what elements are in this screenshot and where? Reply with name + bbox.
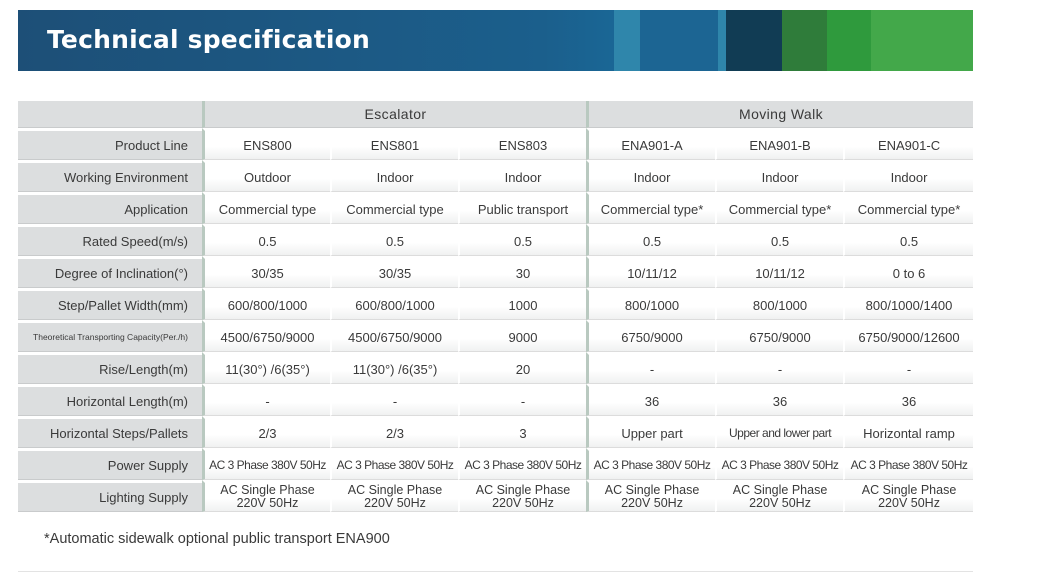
- table-cell: 20: [458, 352, 586, 384]
- row-label: Lighting Supply: [18, 480, 202, 512]
- table-row: [18, 160, 973, 192]
- table-cell: 36: [586, 384, 715, 416]
- table-cell: Commercial type: [202, 192, 330, 224]
- table-cell: 0.5: [330, 224, 458, 256]
- table-cell: Commercial type*: [715, 192, 843, 224]
- banner-stripe-dark-green: [782, 10, 827, 71]
- table-cell: 10/11/12: [586, 256, 715, 288]
- row-label: Step/Pallet Width(mm): [18, 288, 202, 320]
- table-cell: 0.5: [715, 224, 843, 256]
- table-cell: AC Single Phase 220V 50Hz: [458, 480, 586, 512]
- row-label: Product Line: [18, 128, 202, 160]
- table-cell: 1000: [458, 288, 586, 320]
- table-cell: ENS801: [330, 128, 458, 160]
- table-cell: 30/35: [330, 256, 458, 288]
- table-cell: -: [715, 352, 843, 384]
- table-cell: 800/1000: [715, 288, 843, 320]
- table-cell: ENS800: [202, 128, 330, 160]
- table-cell: 6750/9000/12600: [843, 320, 973, 352]
- footnote: *Automatic sidewalk optional public transport ENA900: [44, 531, 390, 547]
- table-cell: Public transport: [458, 192, 586, 224]
- table-cell: 800/1000: [586, 288, 715, 320]
- table-cell: AC 3 Phase 380V 50Hz: [843, 448, 973, 480]
- table-row: [18, 416, 973, 448]
- table-cell: AC 3 Phase 380V 50Hz: [330, 448, 458, 480]
- table-cell: AC Single Phase 220V 50Hz: [202, 480, 330, 512]
- table-cell: -: [202, 384, 330, 416]
- table-cell: Indoor: [843, 160, 973, 192]
- banner-stripe-thin: [718, 10, 726, 71]
- table-cell: 11(30°) /6(35°): [202, 352, 330, 384]
- spec-table: [18, 101, 973, 512]
- table-cell: AC Single Phase 220V 50Hz: [586, 480, 715, 512]
- table-row: [18, 384, 973, 416]
- banner-stripe-dark-teal: [726, 10, 782, 71]
- table-row: [18, 480, 973, 512]
- table-cell: AC 3 Phase 380V 50Hz: [715, 448, 843, 480]
- table-cell: AC 3 Phase 380V 50Hz: [202, 448, 330, 480]
- table-cell: Commercial type*: [586, 192, 715, 224]
- table-row: [18, 192, 973, 224]
- table-cell: ENA901-B: [715, 128, 843, 160]
- table-cell: 6750/9000: [586, 320, 715, 352]
- table-cell: Upper and lower part: [715, 416, 843, 448]
- page-title: Technical specification: [47, 25, 370, 54]
- table-cell: Indoor: [586, 160, 715, 192]
- group-header-escalator: Escalator: [202, 101, 586, 128]
- table-cell: 10/11/12: [715, 256, 843, 288]
- table-cell: Indoor: [458, 160, 586, 192]
- table-cell: 9000: [458, 320, 586, 352]
- table-cell: ENA901-C: [843, 128, 973, 160]
- table-cell: Indoor: [715, 160, 843, 192]
- table-row: [18, 224, 973, 256]
- group-header-row: [18, 101, 973, 128]
- banner-stripe-bright-green: [871, 10, 973, 71]
- table-cell: -: [843, 352, 973, 384]
- table-cell: 0.5: [458, 224, 586, 256]
- table-cell: 4500/6750/9000: [202, 320, 330, 352]
- table-cell: Outdoor: [202, 160, 330, 192]
- row-label: Power Supply: [18, 448, 202, 480]
- table-cell: 0 to 6: [843, 256, 973, 288]
- table-cell: Indoor: [330, 160, 458, 192]
- table-cell: 800/1000/1400: [843, 288, 973, 320]
- table-cell: 2/3: [202, 416, 330, 448]
- table-cell: -: [330, 384, 458, 416]
- table-cell: 600/800/1000: [330, 288, 458, 320]
- table-row: [18, 256, 973, 288]
- table-cell: -: [586, 352, 715, 384]
- banner-stripe-light-blue: [614, 10, 640, 71]
- table-row: [18, 320, 973, 352]
- table-cell: 6750/9000: [715, 320, 843, 352]
- table-row: [18, 448, 973, 480]
- table-row: [18, 128, 973, 160]
- table-cell: ENS803: [458, 128, 586, 160]
- table-cell: AC 3 Phase 380V 50Hz: [586, 448, 715, 480]
- table-cell: 0.5: [202, 224, 330, 256]
- table-cell: Horizontal ramp: [843, 416, 973, 448]
- table-cell: 0.5: [843, 224, 973, 256]
- table-cell: 36: [715, 384, 843, 416]
- row-label: Application: [18, 192, 202, 224]
- table-cell: Upper part: [586, 416, 715, 448]
- row-label: Theoretical Transporting Capacity(Per./h): [18, 320, 202, 352]
- table-cell: Commercial type*: [843, 192, 973, 224]
- row-label: Horizontal Steps/Pallets: [18, 416, 202, 448]
- table-cell: 30/35: [202, 256, 330, 288]
- table-cell: 2/3: [330, 416, 458, 448]
- table-cell: AC Single Phase 220V 50Hz: [330, 480, 458, 512]
- table-row: [18, 352, 973, 384]
- table-cell: 600/800/1000: [202, 288, 330, 320]
- table-cell: AC Single Phase 220V 50Hz: [843, 480, 973, 512]
- header-corner-cell: [18, 101, 202, 128]
- banner-stripe-mid-green: [827, 10, 871, 71]
- table-cell: 0.5: [586, 224, 715, 256]
- table-cell: 11(30°) /6(35°): [330, 352, 458, 384]
- table-cell: AC 3 Phase 380V 50Hz: [458, 448, 586, 480]
- table-cell: -: [458, 384, 586, 416]
- row-label: Degree of Inclination(°): [18, 256, 202, 288]
- row-label: Rated Speed(m/s): [18, 224, 202, 256]
- table-cell: 36: [843, 384, 973, 416]
- bottom-divider: [18, 571, 973, 572]
- group-header-moving-walk: Moving Walk: [586, 101, 973, 128]
- row-label: Working Environment: [18, 160, 202, 192]
- banner-stripe-blue: [640, 10, 718, 71]
- row-label: Horizontal Length(m): [18, 384, 202, 416]
- table-cell: 4500/6750/9000: [330, 320, 458, 352]
- title-banner: [18, 10, 973, 71]
- table-cell: 3: [458, 416, 586, 448]
- table-cell: AC Single Phase 220V 50Hz: [715, 480, 843, 512]
- table-row: [18, 288, 973, 320]
- table-cell: Commercial type: [330, 192, 458, 224]
- table-cell: ENA901-A: [586, 128, 715, 160]
- table-cell: 30: [458, 256, 586, 288]
- row-label: Rise/Length(m): [18, 352, 202, 384]
